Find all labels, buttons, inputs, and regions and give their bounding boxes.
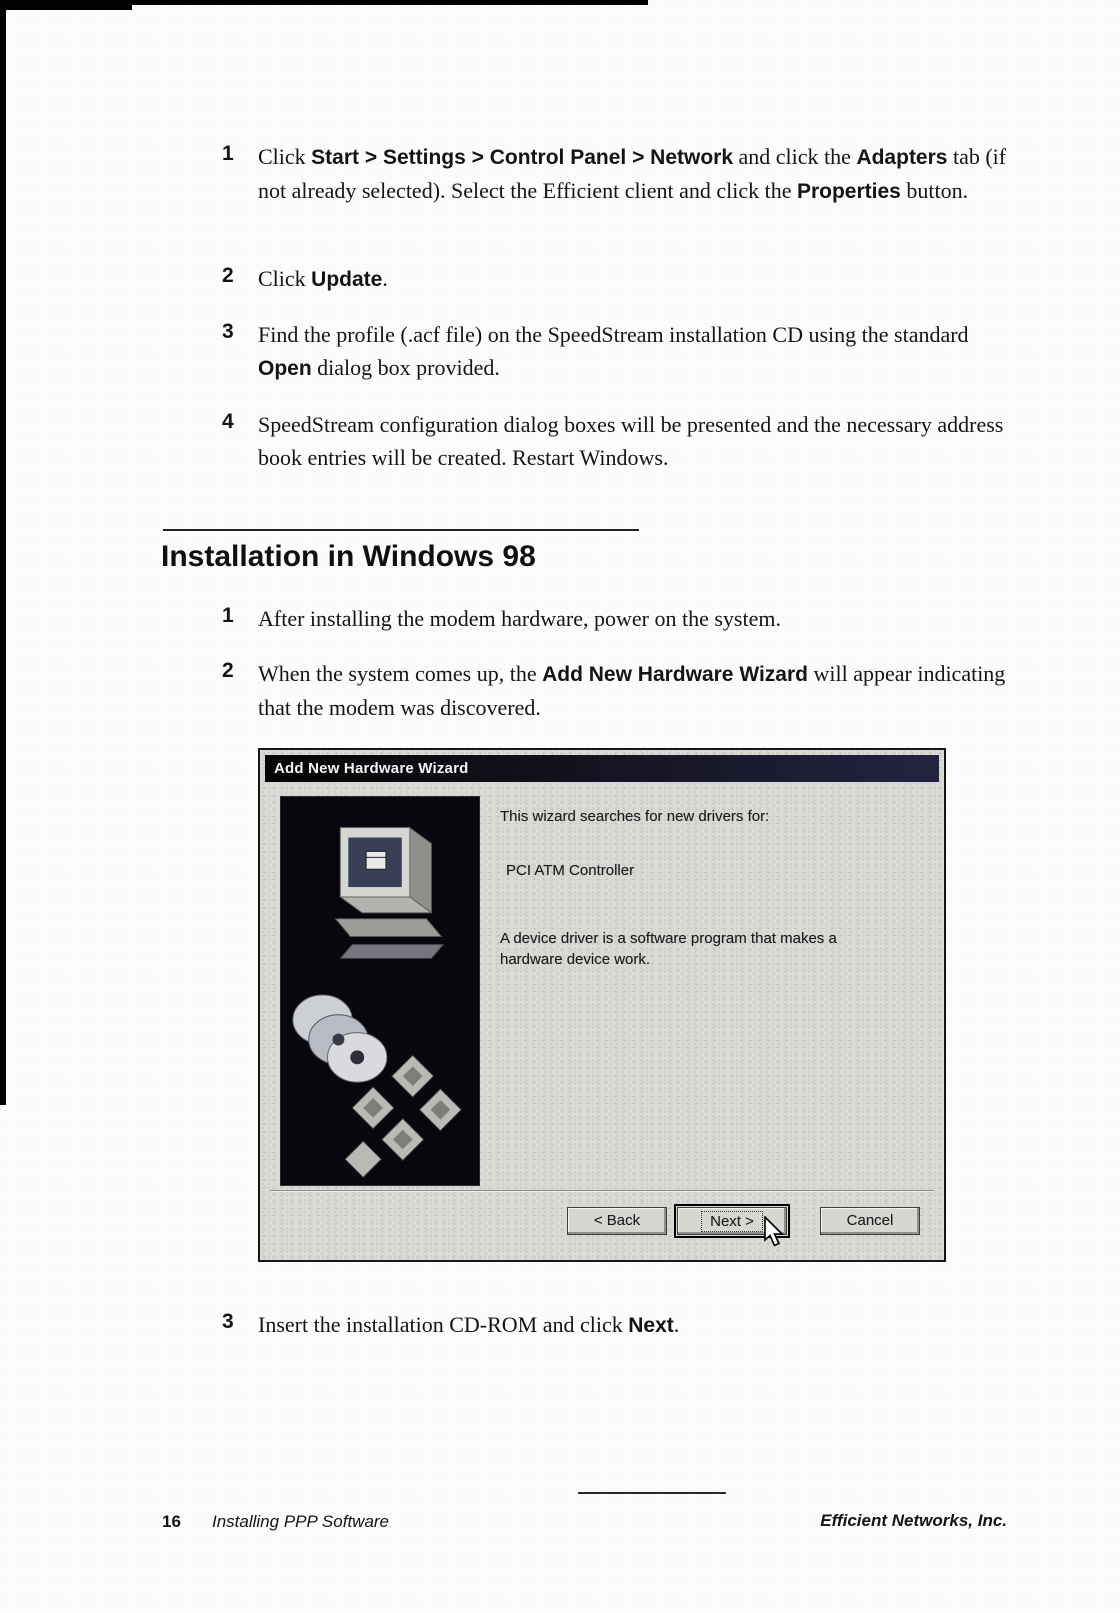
- wizard-screenshot: [258, 748, 946, 1262]
- step-item: [222, 657, 1012, 724]
- text-run: button.: [900, 178, 969, 203]
- section-heading: Installation in Windows 98: [161, 540, 536, 573]
- back-button[interactable]: < Back: [567, 1207, 667, 1235]
- step-number: 2: [222, 659, 234, 682]
- step-text: [258, 657, 1010, 724]
- wizard-graphic: [280, 796, 480, 1186]
- step-item: [222, 602, 1012, 635]
- text-run-bold: Add New Hardware Wizard: [542, 663, 808, 686]
- wizard-separator: [270, 1190, 934, 1192]
- text-run: After installing the modem hardware, power on the system.: [258, 606, 781, 631]
- text-run: Click: [258, 144, 312, 169]
- step-item: [222, 1308, 1012, 1342]
- footer-doc-title: Installing PPP Software: [212, 1512, 390, 1531]
- footer: [0, 1510, 1120, 1540]
- step-number: 2: [222, 264, 234, 287]
- text-run: When the system comes up, the: [258, 661, 543, 686]
- wizard-device-name: PCI ATM Controller: [506, 862, 635, 879]
- text-run: Click: [258, 266, 312, 291]
- text-run-bold: Adapters: [856, 146, 948, 169]
- wizard-title: Add New Hardware Wizard: [274, 760, 469, 777]
- step-item: [222, 140, 1012, 208]
- footer-company: Efficient Networks, Inc.: [820, 1511, 1007, 1530]
- text-run: will appear indicating that the modem was discovered.: [258, 661, 1006, 720]
- section-rule: [163, 529, 639, 531]
- step-text: [258, 140, 1010, 208]
- hardware-illustration-icon: [281, 797, 479, 1185]
- text-run: .: [673, 1312, 680, 1337]
- wizard-description: A device driver is a software program that makes a hardware device work.: [500, 930, 837, 968]
- scan-edge-corner: [0, 0, 132, 10]
- step-text: [258, 262, 1010, 296]
- text-run: and click the: [733, 144, 857, 169]
- step-number: 3: [222, 1310, 234, 1333]
- page-number: 16: [162, 1512, 181, 1531]
- text-run: dialog box provided.: [311, 355, 500, 380]
- step-number: 1: [222, 604, 234, 627]
- step-number: 4: [222, 410, 234, 433]
- text-run-bold: Properties: [796, 180, 901, 203]
- text-run-bold: Next: [628, 1314, 674, 1337]
- step-item: [222, 318, 1012, 385]
- wizard-titlebar: [265, 755, 939, 782]
- step-item: [222, 408, 1012, 474]
- wizard-intro-text: This wizard searches for new drivers for:: [500, 808, 770, 825]
- text-run: Insert the installation CD-ROM and click: [258, 1312, 629, 1337]
- mouse-cursor-icon: [762, 1216, 788, 1248]
- footer-rule: [578, 1492, 726, 1494]
- text-run-bold: Open: [258, 357, 312, 380]
- step-number: 3: [222, 320, 234, 343]
- step-text: [258, 318, 1010, 385]
- scan-edge-left: [0, 0, 6, 1105]
- text-run: SpeedStream configuration dialog boxes will be presented and the necessary address book entries will be created. Restart Windows.: [258, 412, 1004, 470]
- step-text: [258, 408, 1010, 474]
- text-run: Find the profile (.acf file) on the SpeedStream installation CD using the standard: [258, 322, 969, 347]
- step-text: [258, 602, 1010, 635]
- next-button-label: Next >: [701, 1211, 763, 1232]
- cancel-button[interactable]: Cancel: [820, 1207, 920, 1235]
- step-number: 1: [222, 142, 234, 165]
- text-run: .: [382, 266, 388, 291]
- step-item: [222, 262, 1012, 296]
- text-run: tab (if not already selected). Select the Efficient client and click the: [258, 144, 1007, 203]
- text-run-bold: Update: [311, 268, 383, 291]
- text-run-bold: Start > Settings > Control Panel > Network: [311, 146, 734, 169]
- step-text: [258, 1308, 1010, 1342]
